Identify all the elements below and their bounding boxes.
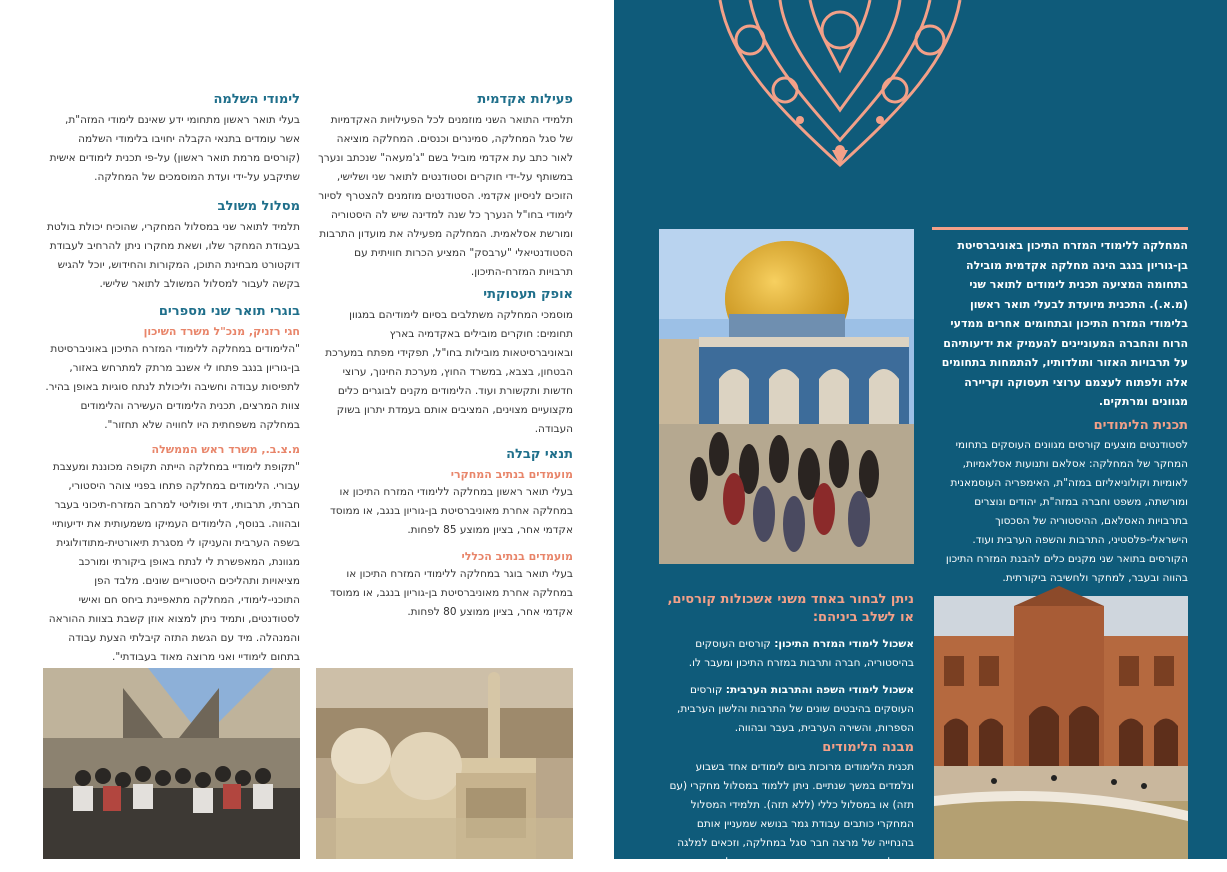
academic-activity-text: תלמידי התואר השני מוזמנים לכל הפעילויות האקדמיות של סגל המחלקה, סמינרים וכנסים. המחלקה מוציאה לאור כתב עת אקדמי מוביל בשם "ג'מעאה" שנכתב ונערך במשותף על-ידי חוקרים וסטודנטים לתואר שני ושלישי, הזוכים לניסיון אקדמי. הסטודנטים מוזמנים להצטרף לסיור לימודי בחו"ל הנערך כל שנה למדינה שיש לה היסטוריה ומורשת אסלאמית. המחלקה מפעילה את מועדון התרבות הסטודנטיאלי "ערבסק" המציע הכרות חוויתית עם תרבויות המזרח-התיכון. [318,114,573,278]
photo-dome-of-the-rock [659,229,914,564]
admission-section [318,447,573,622]
completion-title: לימודי השלמה [213,92,300,107]
alumni-quote2-name: מ.צ.ב., משרד ראש הממשלה [151,443,300,456]
alumni-quote1-name: חגי רזניק, מנכ"ל משרד השיכון [143,325,300,338]
photo-seville-plaza [934,596,1188,859]
alumni-section [43,304,300,667]
general-track-text: בעלי תואר בוגר במחלקה ללימודי המזרח התיכון או במחלקה אחרת מאוניברסיטת בן-גוריון בנגב, או ממוסד אקדמי אחר, בציון ממוצע 80 לפחות. [330,568,573,618]
career-text: מוסמכי המחלקה משתלבים בסיום לימודיהם במגוון תחומים: חוקרים מובילים באקדמיה בארץ ובאוניברסיטאות מובילות בחו"ל, תפקידי מפתח במערכת הבטחון, בצבא, במשרד החוץ, מערכת החינוך, ערוצי חדשות ותקשורת ועוד. הלימודים מקנים לבוגרים כלים מקצועיים מצוינים, המציבים אותם בעמדת יתרון בשוק העבודה. [325,309,573,435]
combined-track-title: מסלול משולב [217,199,300,214]
structure-text: תכנית הלימודים מרוכזת ביום לימודים אחד בשבוע ונלמדים במשך שנתיים. ניתן ללמוד במסלול מחקרי (עם תזה) או במסלול כללי (ללא תזה). תלמידי המסלול המחקרי כותבים עבודת גמר בנושא שמעניין אותם בהנחייה של מרצה חבר סגל במחלקה, וזכאים למלגה ומשולבים בתפקידים אקדמיים שונים במחלקה. [669,761,914,868]
cluster1-name: אשכול לימודי המזרח התיכון: [774,638,914,650]
admission-title: תנאי קבלה [506,447,573,462]
career-title: אופק תעסוקתי [483,287,573,302]
alumni-title: בוגרי תואר שני מספרים [158,304,300,319]
photo-group-monument [43,668,300,859]
program-section [932,418,1188,588]
completion-text: בעלי תואר ראשון מתחומי ידע שאינם לימודי המזה"ת, אשר עומדים בתנאי הקבלה יחויבו בלימודי השלמה (קורסים מרמת תואר ראשון) על-פי תכנית לימודים אישית שתיקבע על-ידי ועדת המוסמכים של המחלקה. [49,114,300,183]
intro-section [932,236,1188,412]
cluster2-text: קורסים העוסקים בהיבטים שונים של התרבות והלשון הערבית, הספרות, והשירה הערבית, בעבר ובהווה. [677,684,914,734]
intro-accent-line [932,227,1188,230]
career-section [318,287,573,439]
academic-activity-title: פעילות אקדמית [477,92,573,107]
general-track-title: מועמדים בנתיב הכללי [461,550,573,563]
structure-section [659,740,914,872]
structure-title: מבנה הלימודים [822,740,914,755]
alumni-quote2-text: "תקופת לימודיי במחלקה הייתה תקופה מכוננת ומעצבת עבורי. הלימודים במחלקה פתחו בפניי צוהר היסטורי, חברתי, תרבותי, דתי ופוליטי למרחב המזרח-תיכוני בעבר ובהווה. בנוסף, הלימודים העמיקו משמעותית את ידיעותיי בשפה הערבית והעניקו לי מסגרת תיאורטית-מתודולוגית מגוונת, המאפשרת לי לנתח באופן ביקורתי ומורכב מציאויות ותהליכים היסטוריים שונים. מלבד הפן התוכני-לימודי, המחלקה מתאפיינת ביחס חם ואישי לסטודנטים, ותמיד ניתן למצוא אוזן קשבת בצוות ההוראה והמנהלה. מיד עם הגשת התזה קיבלתי הצעת עבודה בתחום לימודיי ואני מרוצה מאוד בעבודתי". [48,461,300,663]
completion-section [43,92,300,187]
research-track-text: בעלי תואר ראשון במחלקה ללימודי המזרח התיכון או במחלקה אחרת מאוניברסיטת בן-גוריון בנגב, או ממוסד אקדמי אחר, בציון ממוצע 85 לפחות. [330,486,573,536]
academic-activity-section [318,92,573,282]
mandala-ornament [690,0,990,170]
research-track-title: מועמדים בנתיב המחקרי [450,468,573,481]
combined-track-section [43,199,300,294]
intro-text: המחלקה ללימודי המזרח התיכון באוניברסיטת בן-גוריון בנגב הינה מחלקה אקדמית מובילה בתחומה המציעה תכנית לימודים לתואר שני (מ.א.). התכנית מיועדת לבעלי תואר ראשון בלימודי המזרח התיכון ובתחומים אחרים ממדעי הרוח והחברה המעוניינים להעמיק את ידיעותיהם על תרבויות האזור ותולדותיו, להתמחות בתחומים אלה ולפתוח לעצמם ערוצי תעסוקה וקריירה מגוונים ומרתקים. [941,239,1188,408]
combined-track-text: תלמיד לתואר שני במסלול המחקרי, שהוכיח יכולת בולטת בעבודת המחקר שלו, ושאת מחקרו ניתן להרחיב לעבודת דוקטורט מבחינת התוכן, המקורות והחידוש, יוכל להגיש בקשה לעבור למסלול המשולב לתואר שלישי. [47,221,300,290]
cluster1-text: קורסים העוסקים בהיסטוריה, חברה ותרבות במזרח התיכון ומעבר לו. [688,638,914,669]
alumni-quote1-text: "הלימודים במחלקה ללימודי המזרח התיכון באוניברסיטת בן-גוריון בנגב פתחו לי אשנב מרתק למתרחש באזור, לתפיסות עבודה וחשיבה וליכולת לנתח סוגיות באופן בהיר. צוות המרצים, תכנית הלימודים העשירה והלימודים במחלקה משפחתית היו לחוויה שלא תחזור". [45,343,300,431]
cluster1 [659,635,914,673]
clusters-title: ניתן לבחור באחד משני אשכולות קורסים, או לשלב ביניהם: [667,592,914,625]
cluster2 [659,681,914,738]
photo-cairo-mosque [316,668,573,859]
program-title: תכנית הלימודים [1093,418,1188,433]
clusters-section [659,591,914,738]
program-text: לסטודנטים מוצעים קורסים מגוונים העוסקים בתחומי המחקר של המחלקה: אסלאם ותנועות אסלאמיות, לאומיות וקולוניאליזם במזה"ת, האימפריה העוסמאנית ומורשתה, משפט וחברה במזה"ת, יהודים ונוצרים בתרבויות האסלאם, ההיסטוריה של הסכסוך הישראלי-פלסטיני, התרבות והשפה הערבית ועוד. הקורסים בתואר שני מקנים כלים להבנת המזרח התיכון בהווה ובעבר, למחקר ולחשיבה ביקורתית. [945,439,1188,584]
cluster2-name: אשכול לימודי השפה והתרבות הערבית: [725,684,914,696]
